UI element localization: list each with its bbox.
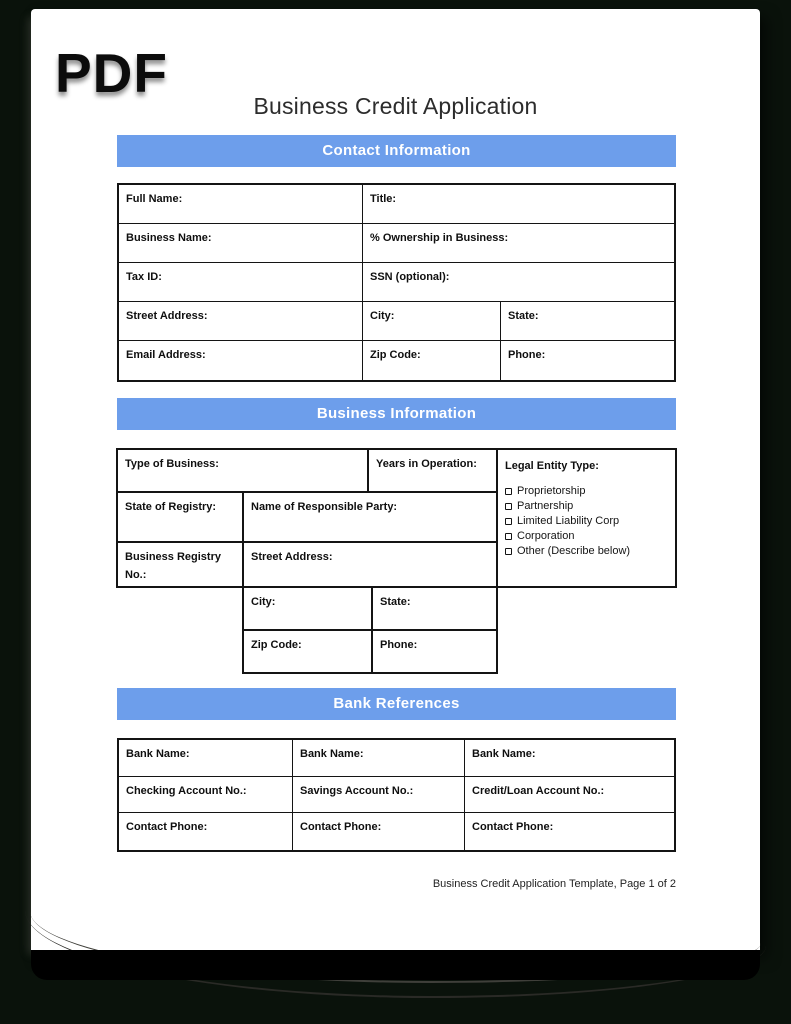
field-label: Street Address:: [126, 310, 208, 322]
field-credit-loan-account-no[interactable]: [465, 777, 674, 814]
field-title[interactable]: [363, 185, 674, 224]
pdf-logo: PDF: [55, 42, 168, 104]
field-label: Name of Responsible Party:: [251, 501, 398, 513]
field-label: Title:: [370, 193, 397, 205]
section-header-contact-label: Contact Information: [322, 142, 471, 159]
document-page: [31, 9, 760, 950]
field-label: Contact Phone:: [472, 821, 554, 834]
field-label: SSN (optional):: [370, 271, 450, 283]
field-label: Zip Code:: [251, 639, 302, 651]
field-label: Bank Name:: [472, 748, 536, 760]
contact-table: [117, 183, 676, 382]
checkbox-label: Other (Describe below): [517, 545, 631, 557]
checkbox-label: Partnership: [517, 500, 574, 512]
page-footer: Business Credit Application Template, Page 1 of 2: [432, 878, 676, 890]
field-street-address[interactable]: [119, 302, 363, 341]
field-label: Tax ID:: [126, 271, 162, 283]
bank-table: [117, 738, 676, 852]
checkbox-label: Proprietorship: [517, 485, 586, 497]
field-label: Business Name:: [126, 232, 212, 244]
checkbox-icon[interactable]: [505, 548, 512, 555]
field-contact-phone-2[interactable]: [293, 813, 465, 850]
field-bank-name-3[interactable]: [465, 740, 674, 777]
field-years-in-operation[interactable]: [368, 449, 497, 492]
field-label: Full Name:: [126, 193, 183, 205]
field-label: Savings Account No.:: [300, 784, 414, 797]
field-label: % Ownership in Business:: [370, 232, 509, 244]
section-header-business-label: Business Information: [316, 405, 477, 422]
checkbox-icon[interactable]: [505, 518, 512, 525]
field-email[interactable]: [119, 341, 363, 380]
field-savings-account-no[interactable]: [293, 777, 465, 814]
field-label: Street Address:: [251, 551, 333, 563]
field-business-street-address[interactable]: [243, 542, 497, 587]
checkbox-icon[interactable]: [505, 533, 512, 540]
field-label: Contact Phone:: [126, 821, 208, 834]
field-zip[interactable]: [363, 341, 501, 380]
section-header-bank: [117, 688, 676, 720]
section-header-bank-label: Bank References: [333, 695, 460, 712]
field-full-name[interactable]: [119, 185, 363, 224]
field-business-city[interactable]: [243, 587, 372, 630]
section-header-contact: [117, 135, 676, 167]
field-label: Checking Account No.:: [126, 784, 247, 797]
checkbox-option-proprietorship[interactable]: [505, 484, 668, 499]
checkbox-icon[interactable]: [505, 488, 512, 495]
checkbox-option-corporation[interactable]: [505, 529, 668, 544]
field-business-zip[interactable]: [243, 630, 372, 673]
field-label: State:: [508, 310, 539, 322]
field-label: Phone:: [380, 639, 418, 651]
field-contact-phone-3[interactable]: [465, 813, 674, 850]
field-label: Email Address:: [126, 349, 206, 361]
field-ssn[interactable]: [363, 263, 674, 302]
field-label: City:: [251, 596, 276, 608]
field-ownership[interactable]: [363, 224, 674, 263]
field-type-of-business[interactable]: [117, 449, 368, 492]
field-checking-account-no[interactable]: [119, 777, 293, 814]
checkbox-icon[interactable]: [505, 503, 512, 510]
field-label: Bank Name:: [300, 748, 364, 760]
checkbox-option-other[interactable]: [505, 544, 668, 559]
checkbox-option-partnership[interactable]: [505, 499, 668, 514]
field-label: Bank Name:: [126, 748, 190, 760]
field-contact-phone-1[interactable]: [119, 813, 293, 850]
checkbox-label: Corporation: [517, 530, 575, 542]
checkbox-label: Limited Liability Corp: [517, 515, 620, 527]
field-label: Type of Business:: [125, 458, 219, 470]
field-business-state[interactable]: [372, 587, 497, 630]
field-label: State of Registry:: [125, 501, 217, 513]
field-label: Credit/Loan Account No.:: [472, 784, 605, 797]
entity-options-list: [505, 484, 668, 559]
field-label: Years in Operation:: [376, 458, 477, 470]
section-header-business: [117, 398, 676, 430]
field-business-phone[interactable]: [372, 630, 497, 673]
field-label: Zip Code:: [370, 349, 421, 361]
field-label: State:: [380, 596, 411, 608]
field-phone[interactable]: [501, 341, 674, 380]
page-stack-shadow: [31, 950, 760, 980]
document-title: Business Credit Application: [253, 93, 538, 119]
field-label: Contact Phone:: [300, 821, 382, 834]
field-label: Legal Entity Type:: [505, 460, 599, 472]
field-bank-name-2[interactable]: [293, 740, 465, 777]
field-city[interactable]: [363, 302, 501, 341]
field-label: Phone:: [508, 349, 546, 361]
field-bank-name-1[interactable]: [119, 740, 293, 777]
field-business-name[interactable]: [119, 224, 363, 263]
field-label: Business Registry No.:: [125, 551, 221, 581]
field-responsible-party[interactable]: [243, 492, 497, 542]
field-business-registry-no[interactable]: [117, 542, 243, 587]
field-state-of-registry[interactable]: [117, 492, 243, 542]
field-tax-id[interactable]: [119, 263, 363, 302]
field-state[interactable]: [501, 302, 674, 341]
field-label: City:: [370, 310, 395, 322]
field-legal-entity-type: [497, 449, 676, 587]
checkbox-option-llc[interactable]: [505, 514, 668, 529]
